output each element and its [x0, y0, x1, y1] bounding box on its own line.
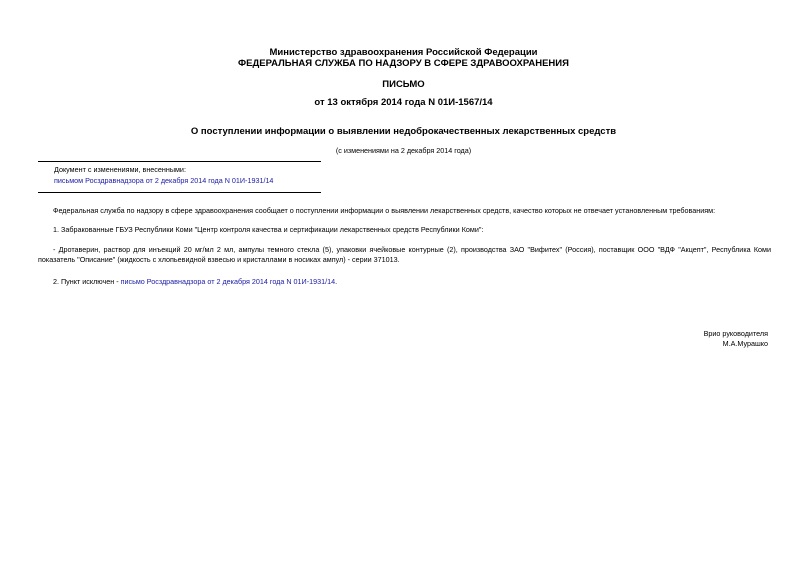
signature-position: Врио руководителя	[703, 329, 768, 338]
item-2-paragraph	[38, 277, 771, 287]
item-2-period: .	[335, 277, 338, 286]
document-type: ПИСЬМО	[382, 79, 425, 90]
signature-name: М.А.Мурашко	[722, 339, 768, 348]
item-1-detail-paragraph: - Дротаверин, раствор для инъекций 20 мг/мл 2 мл, ампулы темного стекла (5), упаковки ячейковые контурные (2), производства ЗАО "Вифитех" (Россия), поставщик ООО "ВДФ "Акцепт", Республика Коми показатель "Описание" (жидкость с хлопьевидной взвесью и кристаллами в носиках ампул) - серии 371013.	[38, 245, 771, 264]
item-1-paragraph: 1. Забракованные ГБУЗ Республики Коми "Центр контроля качества и сертификации лекарственных средств Республики Коми":	[53, 225, 484, 234]
item-2-prefix: 2. Пункт исключен -	[53, 277, 121, 286]
changes-box-top-rule	[38, 161, 321, 162]
changes-box-link[interactable]: письмом Росздравнадзора от 2 декабря 2014 года N 01И-1931/14	[54, 176, 274, 185]
service-name: ФЕДЕРАЛЬНАЯ СЛУЖБА ПО НАДЗОРУ В СФЕРЕ ЗДРАВООХРАНЕНИЯ	[238, 58, 569, 69]
intro-paragraph: Федеральная служба по надзору в сфере здравоохранения сообщает о поступлении информации о выявлении лекарственных средств, качество которых не отвечает установленным требованиям:	[53, 206, 716, 215]
document-title: О поступлении информации о выявлении недоброкачественных лекарственных средств	[190, 126, 617, 137]
ministry-name: Министерство здравоохранения Российской Федерации	[269, 47, 538, 58]
item-2-link[interactable]: письмо Росздравнадзора от 2 декабря 2014 года N 01И-1931/14	[120, 277, 336, 286]
changes-box-label: Документ с изменениями, внесенными:	[54, 165, 186, 174]
changes-note: (с изменениями на 2 декабря 2014 года)	[335, 146, 472, 155]
changes-box-bottom-rule	[38, 192, 321, 193]
document-date-number: от 13 октября 2014 года N 01И-1567/14	[314, 97, 493, 108]
